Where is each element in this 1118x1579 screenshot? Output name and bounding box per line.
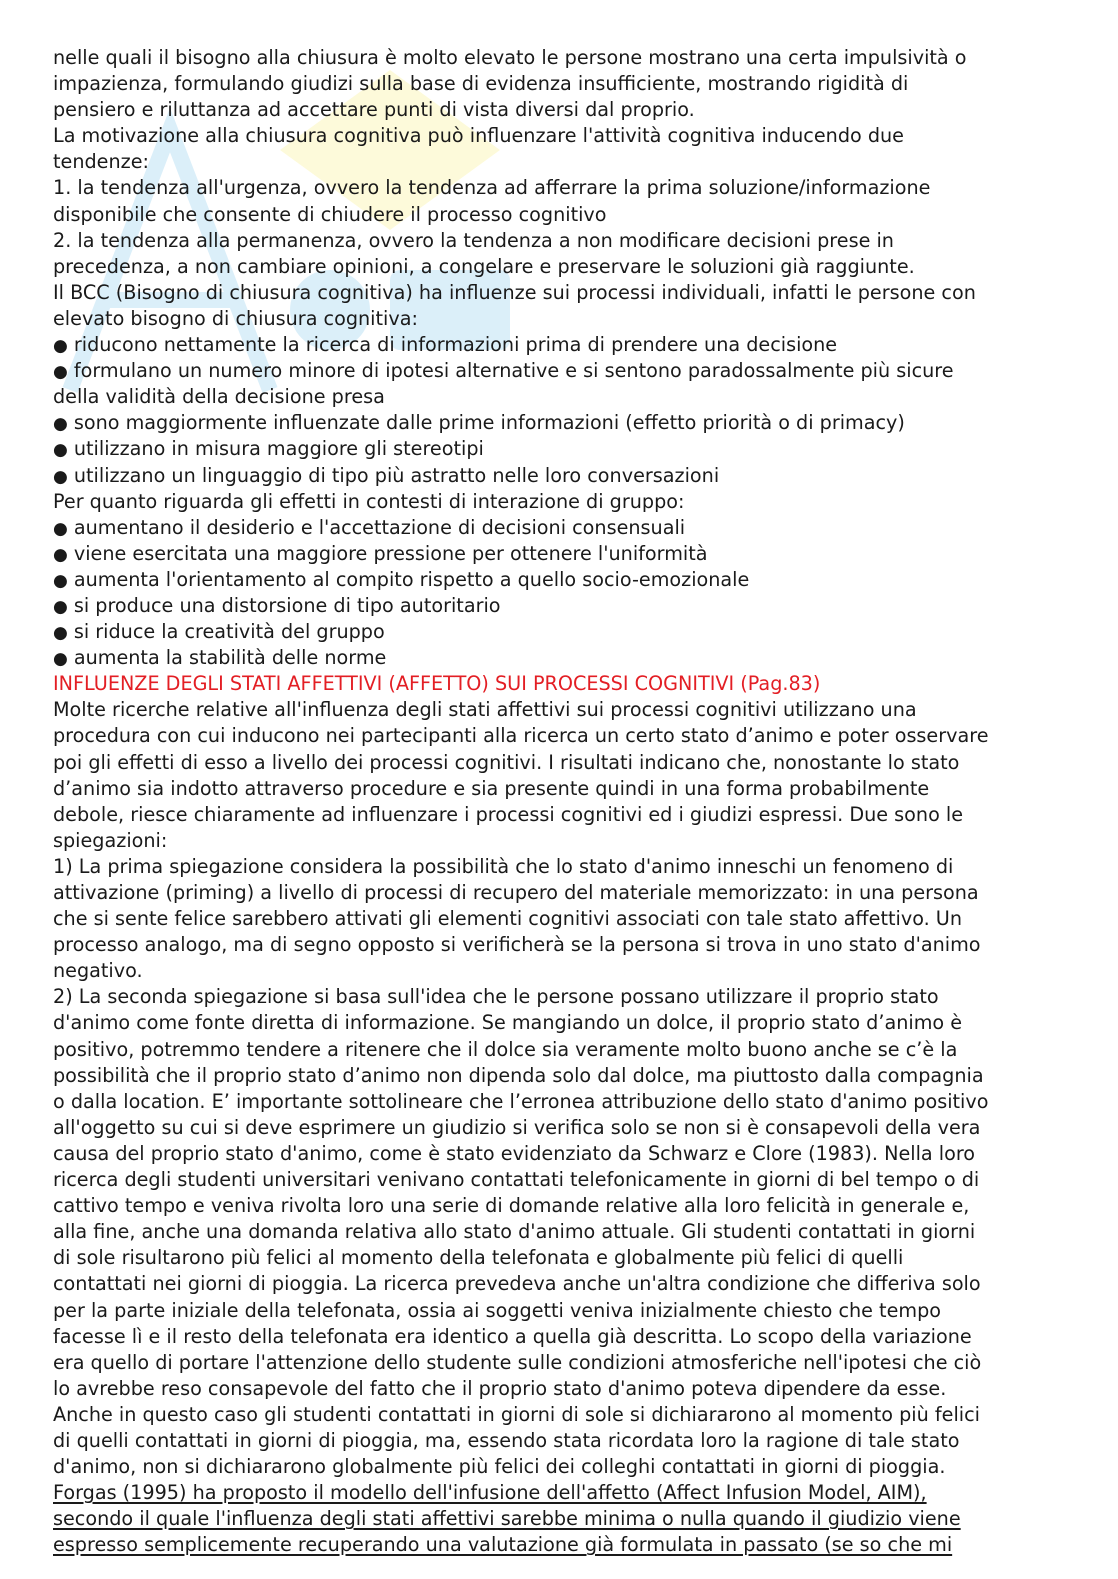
text-line: era quello di portare l'attenzione dello studente sulle condizioni atmosferiche nell'ipotesi che ciò [53, 1350, 982, 1374]
text-line: spiegazioni: [53, 828, 168, 852]
text-line: possibilità che il proprio stato d’animo non dipenda solo dal dolce, ma piuttosto dalla compagnia [53, 1063, 984, 1087]
text-line: o dalla location. E’ importante sottolineare che l’erronea attribuzione dello stato d'animo positivo [53, 1089, 989, 1113]
text-line: lo avrebbe reso consapevole del fatto che il proprio stato d'animo poteva dipendere da esse. [53, 1376, 947, 1400]
text-line: debole, riesce chiaramente ad influenzare i processi cognitivi ed i giudizi espressi. Due sono le [53, 802, 964, 826]
text-line: d'animo come fonte diretta di informazione. Se mangiando un dolce, il proprio stato d’animo è [53, 1011, 963, 1035]
text-line: di sole risultarono più felici al momento della telefonata e globalmente più felici di quelli [53, 1246, 904, 1270]
text-line: attivazione (priming) a livello di processi di recupero del materiale memorizzato: in una persona [53, 881, 979, 904]
text-line: all'oggetto su cui si deve esprimere un giudizio si verifica solo se non si è consapevoli della vera [53, 1115, 981, 1139]
text-line: impazienza, formulando giudizi sulla base di evidenza insufficiente, mostrando rigidità di [53, 72, 909, 96]
text-line: della validità della decisione presa [53, 385, 385, 409]
text-line: 1. la tendenza all'urgenza, ovvero la tendenza ad afferrare la prima soluzione/informazione [53, 176, 931, 200]
text-line: d'animo, non si dichiararono globalmente più felici dei colleghi contattati in giorni di pioggia. [53, 1455, 946, 1479]
text-line: che si sente felice sarebbero attivati gli elementi cognitivi associati con tale stato affettivo. Un [53, 907, 962, 931]
text-line: Il BCC (Bisogno di chiusura cognitiva) ha influenze sui processi individuali, infatti le persone con [53, 280, 976, 304]
text-line: positivo, potremmo tendere a ritenere che il dolce sia veramente molto buono anche se c’è la [53, 1037, 958, 1061]
bullet-item: ● utilizzano un linguaggio di tipo più astratto nelle loro conversazioni [53, 463, 1063, 489]
bullet-item: ● formulano un numero minore di ipotesi alternative e si sentono paradossalmente più sicure [53, 358, 1063, 384]
text-line: 2. la tendenza alla permanenza, ovvero la tendenza a non modificare decisioni prese in [53, 228, 894, 252]
document-page [53, 45, 1063, 1558]
text-line: nelle quali il bisogno alla chiusura è molto elevato le persone mostrano una certa impulsività o [53, 46, 967, 69]
bullet-item: ● utilizzano in misura maggiore gli stereotipi [53, 436, 1063, 462]
text-line: Per quanto riguarda gli effetti in contesti di interazione di gruppo: [53, 489, 685, 513]
text-line: cattivo tempo e veniva rivolta loro una serie di domande relative alla loro felicità in generale e, [53, 1194, 970, 1218]
bullet-item: ● riducono nettamente la ricerca di informazioni prima di prendere una decisione [53, 332, 1063, 358]
bullet-item: ● viene esercitata una maggiore pressione per ottenere l'uniformità [53, 541, 1063, 567]
text-line: causa del proprio stato d'animo, come è stato evidenziato da Schwarz e Clore (1983). Nella loro [53, 1141, 976, 1165]
text-line: tendenze: [53, 150, 149, 174]
text-line: pensiero e riluttanza ad accettare punti di vista diversi dal proprio. [53, 98, 695, 122]
text-line: facesse lì e il resto della telefonata era identico a quella già descritta. Lo scopo della variazione [53, 1324, 972, 1348]
text-line: ricerca degli studenti universitari venivano contattati telefonicamente in giorni di bel tempo o di [53, 1168, 980, 1192]
bullet-item: ● aumentano il desiderio e l'accettazione di decisioni consensuali [53, 515, 1063, 541]
text-line: Molte ricerche relative all'influenza degli stati affettivi sui processi cognitivi utilizzano una [53, 698, 917, 722]
underlined-line: secondo il quale l'influenza degli stati affettivi sarebbe minima o nulla quando il giudizio viene [53, 1507, 961, 1531]
underlined-line: espresso semplicemente recuperando una valutazione già formulata in passato (se so che mi [53, 1533, 953, 1557]
bullet-item: ● aumenta l'orientamento al compito rispetto a quello socio-emozionale [53, 567, 1063, 593]
underlined-line: Forgas (1995) ha proposto il modello dell'infusione dell'affetto (Affect Infusion Model, AIM), [53, 1481, 927, 1505]
text-line: disponibile che consente di chiudere il processo cognitivo [53, 202, 607, 226]
text-line: di quelli contattati in giorni di pioggia, ma, essendo stata ricordata loro la ragione di tale stato [53, 1428, 960, 1452]
text-line: 2) La seconda spiegazione si basa sull'idea che le persone possano utilizzare il proprio stato [53, 985, 939, 1009]
text-line: elevato bisogno di chiusura cognitiva: [53, 306, 418, 330]
text-line: processo analogo, ma di segno opposto si verificherà se la persona si trova in uno stato d'animo [53, 933, 981, 957]
bullet-item: ● si riduce la creatività del gruppo [53, 619, 1063, 645]
text-line: alla fine, anche una domanda relativa allo stato d'animo attuale. Gli studenti contattati in giorni [53, 1220, 976, 1244]
text-line: precedenza, a non cambiare opinioni, a congelare e preservare le soluzioni già raggiunte. [53, 254, 915, 278]
section-heading: INFLUENZE DEGLI STATI AFFETTIVI (AFFETTO) SUI PROCESSI COGNITIVI (Pag.83) [53, 672, 821, 696]
text-line: negativo. [53, 959, 143, 983]
text-line: contattati nei giorni di pioggia. La ricerca prevedeva anche un'altra condizione che differiva solo [53, 1272, 981, 1296]
text-line: La motivazione alla chiusura cognitiva può influenzare l'attività cognitiva inducendo due [53, 124, 904, 148]
bullet-item: ● aumenta la stabilità delle norme [53, 645, 1063, 671]
text-line: 1) La prima spiegazione considera la possibilità che lo stato d'animo inneschi un fenomeno di [53, 854, 954, 878]
bullet-item: ● sono maggiormente influenzate dalle prime informazioni (effetto priorità o di primacy) [53, 410, 1063, 436]
text-line: per la parte iniziale della telefonata, ossia ai soggetti veniva inizialmente chiesto che tempo [53, 1298, 941, 1322]
text-line: poi gli effetti di esso a livello dei processi cognitivi. I risultati indicano che, nonostante lo stato [53, 750, 960, 774]
text-line: procedura con cui inducono nei partecipanti alla ricerca un certo stato d’animo e poter osservare [53, 724, 989, 748]
bullet-item: ● si produce una distorsione di tipo autoritario [53, 593, 1063, 619]
text-line: Anche in questo caso gli studenti contattati in giorni di sole si dichiararono al momento più felici [53, 1402, 981, 1426]
text-line: d’animo sia indotto attraverso procedure e sia presente quindi in una forma probabilmente [53, 776, 930, 800]
